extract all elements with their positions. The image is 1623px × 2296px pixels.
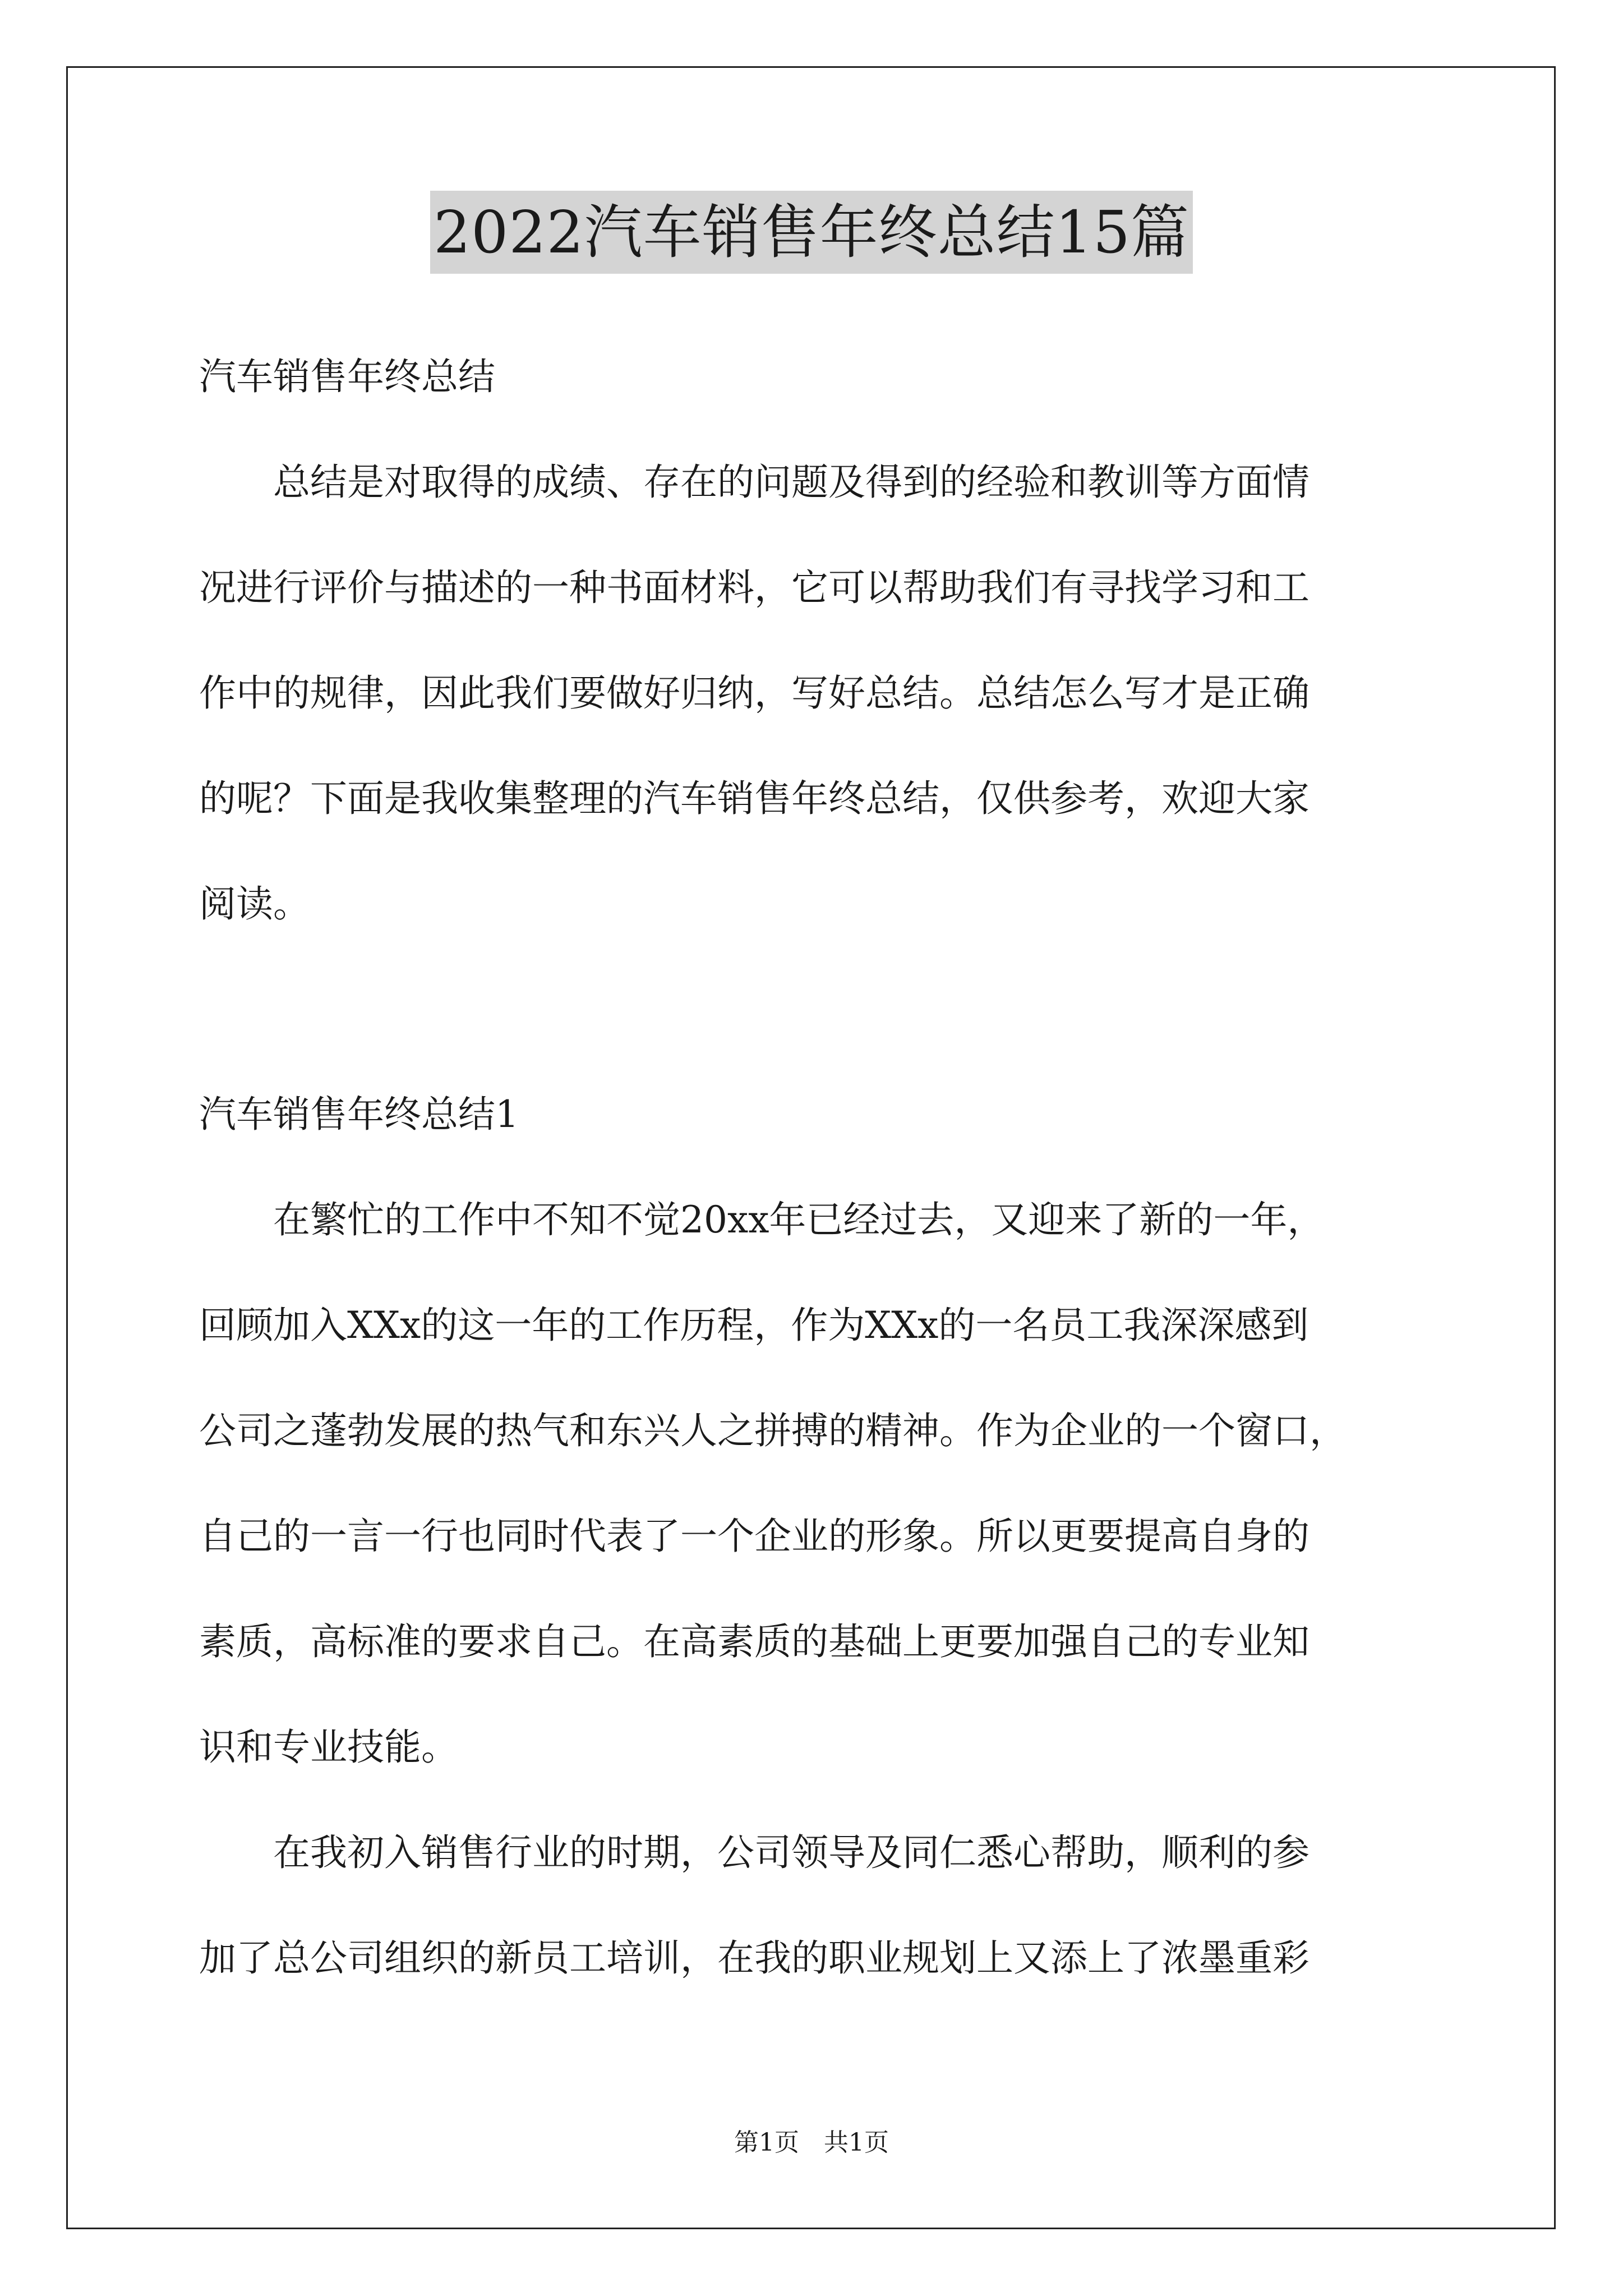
paragraph-line: 识和专业技能。 <box>199 1726 458 1769</box>
document-title: 2022汽车销售年终总结15篇 <box>430 191 1193 274</box>
paragraph-line: 自己的一言一行也同时代表了一个企业的形象。所以更要提高自身的 <box>199 1515 1310 1558</box>
intro-heading: 汽车销售年终总结 <box>199 355 495 398</box>
paragraph-line: 回顾加入XXx的这一年的工作历程，作为XXx的一名员工我深深感到 <box>199 1304 1309 1347</box>
intro-line: 总结是对取得的成绩、存在的问题及得到的经验和教训等方面情 <box>199 461 1310 504</box>
paragraph-line: 公司之蓬勃发展的热气和东兴人之拼搏的精神。作为企业的一个窗口， <box>199 1409 1347 1452</box>
intro-line: 作中的规律，因此我们要做好归纳，写好总结。总结怎么写才是正确 <box>199 671 1310 715</box>
paragraph-line: 在我初入销售行业的时期，公司领导及同仁悉心帮助，顺利的参 <box>199 1831 1310 1874</box>
page-footer: 第1页 共1页 <box>734 2128 889 2157</box>
paragraph-line: 加了总公司组织的新员工培训，在我的职业规划上又添上了浓墨重彩 <box>199 1936 1310 1980</box>
paragraph-line: 在繁忙的工作中不知不觉20xx年已经过去，又迎来了新的一年， <box>199 1198 1325 1241</box>
intro-line: 阅读。 <box>199 882 310 926</box>
paragraph-line: 素质，高标准的要求自己。在高素质的基础上更要加强自己的专业知 <box>199 1620 1310 1663</box>
intro-line: 的呢？下面是我收集整理的汽车销售年终总结，仅供参考，欢迎大家 <box>199 777 1310 820</box>
intro-line: 况进行评价与描述的一种书面材料，它可以帮助我们有寻找学习和工 <box>199 566 1310 609</box>
section-heading: 汽车销售年终总结1 <box>199 1093 519 1136</box>
title-wrap <box>0 191 1623 274</box>
